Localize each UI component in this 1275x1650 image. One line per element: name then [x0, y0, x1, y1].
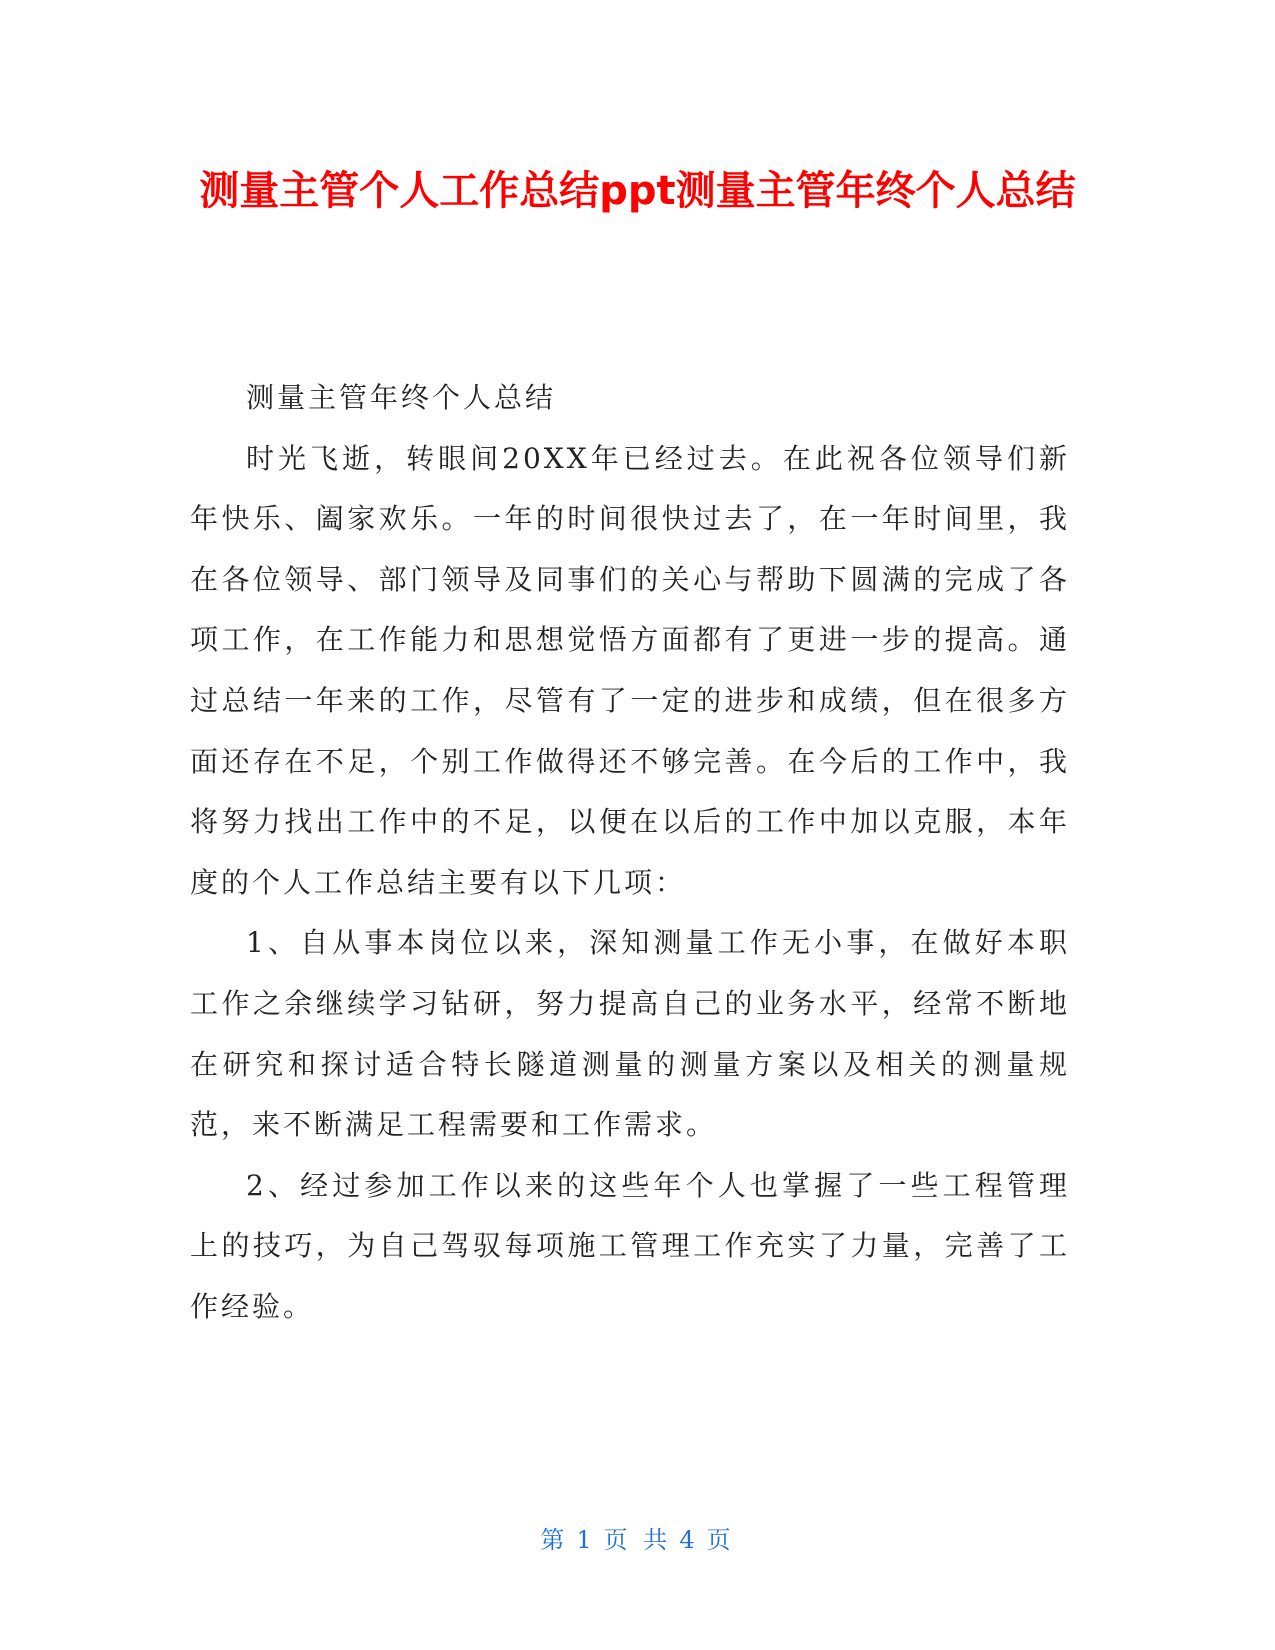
paragraph-item-2: 2、经过参加工作以来的这些年个人也掌握了一些工程管理上的技巧，为自己驾驭每项施工管理工作充实了力量，完善了工作经验。	[190, 1168, 1070, 1323]
footer-middle: 页 共	[603, 1526, 672, 1554]
footer-current-page: 1	[576, 1526, 596, 1554]
paragraph-intro: 时光飞逝，转眼间20XX年已经过去。在此祝各位领导们新年快乐、阖家欢乐。一年的时间很快过去了，在一年时间里，我在各位领导、部门领导及同事们的关心与帮助下圆满的完成了各项工作，在工作能力和思想觉悟方面都有了更进一步的提高。通过总结一年来的工作，尽管有了一定的进步和成绩，但在很多方面还存在不足，个别工作做得还不够完善。在今后的工作中，我将努力找出工作中的不足，以便在以后的工作中加以克服，本年度的个人工作总结主要有以下几项：	[190, 441, 1070, 899]
document-title: 测量主管个人工作总结ppt测量主管年终个人总结	[199, 168, 1076, 214]
footer-prefix: 第	[540, 1526, 569, 1554]
footer-suffix: 页	[706, 1526, 735, 1554]
paragraph-subtitle: 测量主管年终个人总结	[246, 381, 557, 414]
footer-total-pages: 4	[679, 1526, 699, 1554]
page-footer	[0, 1520, 1275, 1555]
document-body	[190, 368, 1070, 1338]
paragraph-item-1: 1、自从事本岗位以来，深知测量工作无小事，在做好本职工作之余继续学习钻研，努力提高自己的业务水平，经常不断地在研究和探讨适合特长隧道测量的测量方案以及相关的测量规范，来不断满足工程需要和工作需求。	[190, 926, 1070, 1142]
